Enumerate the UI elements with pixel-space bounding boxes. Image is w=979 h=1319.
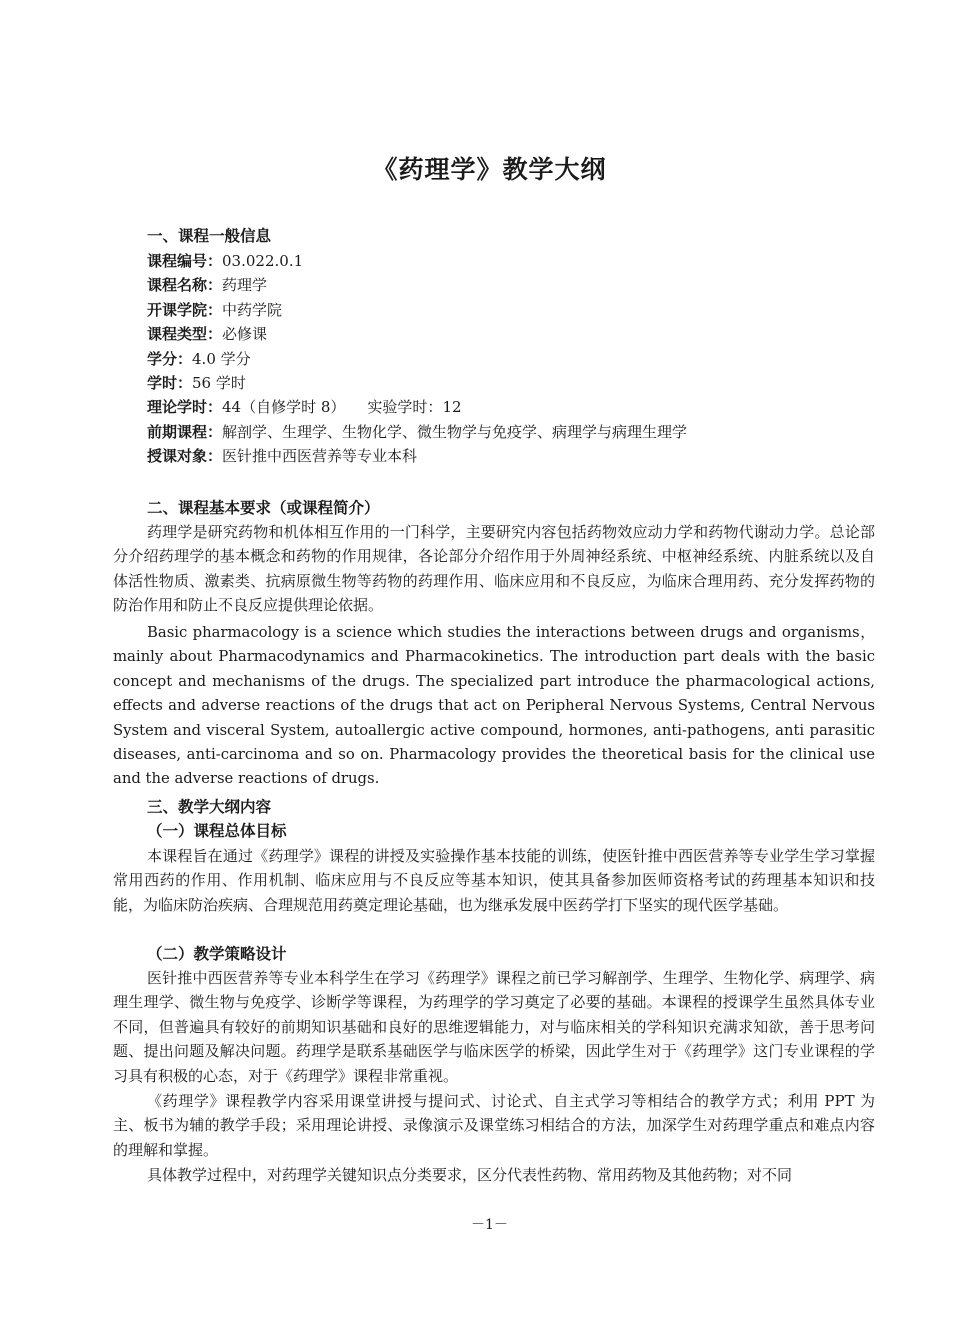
info-value: 4.0 学分 — [192, 349, 251, 368]
info-row-name — [147, 273, 687, 297]
info-key: 前期课程： — [147, 422, 223, 441]
info-key: 实验学时： — [367, 398, 443, 417]
course-info-block — [147, 249, 687, 469]
info-key: 理论学时： — [147, 398, 223, 417]
info-value: 医针推中西医营养等专业本科 — [222, 447, 418, 466]
info-key: 学时： — [147, 374, 193, 393]
info-key: 开课学院： — [147, 300, 223, 319]
intro-paragraph-english: Basic pharmacology is a science which studies the interactions between drugs and organisms，mainly about Pharmacodynamics and Pharmacokinetics. The introduction part deals with the basic concept and mechanisms of the drugs. The specialized part introduce the pharmacological actions, effects and adverse reactions of the drugs that act on Peripheral Nervous Systems, Central Nervous System and visceral System, autoallergic active compound, hormones, anti-pathogens, anti parasitic diseases, anti-carcinoma and so on. Pharmacology provides the theoretical basis for the clinical use and the adverse reactions of drugs. — [113, 624, 875, 788]
goal-paragraph: 本课程旨在通过《药理学》课程的讲授及实验操作基本技能的训练，使医针推中西医营养等专业学生学习掌握常用西药的作用、作用机制、临床应用与不良反应等基本知识，使其具备参加医师资格考试的药理基本知识和技能，为临床防治疾病、合理规范用药奠定理论基础，也为继承发展中医药学打下坚实的现代医学基础。 — [113, 847, 875, 914]
document-title: 《药理学》教学大纲 — [372, 155, 607, 184]
subsection-heading-goal: （一）课程总体目标 — [147, 822, 287, 840]
info-row-prereq — [147, 420, 687, 444]
info-row-target — [147, 444, 687, 468]
info-row-credit — [147, 347, 687, 371]
strategy-paragraph-2: 《药理学》课程教学内容采用课堂讲授与提问式、讨论式、自主式学习等相结合的教学方式；利用 PPT 为主、板书为辅的教学手段；采用理论讲授、录像演示及课堂练习相结合的方法，加深学生对药理学重点和难点内容的理解和掌握。 — [113, 1092, 875, 1159]
subsection-heading-strategy: （二）教学策略设计 — [147, 945, 287, 963]
info-key: 学分： — [147, 349, 193, 368]
section-heading-requirements: 二、课程基本要求（或课程简介） — [147, 499, 380, 517]
intro-paragraph-chinese: 药理学是研究药物和机体相互作用的一门科学，主要研究内容包括药物效应动力学和药物代谢动力学。总论部分介绍药理学的基本概念和药物的作用规律，各论部分介绍作用于外周神经系统、中枢神经系统、内脏系统以及自体活性物质、激素类、抗病原微生物等药物的药理作用、临床应用和不良反应，为临床合理用药、充分发挥药物的防治作用和防止不良反应提供理论依据。 — [113, 523, 875, 615]
page-number: －1－ — [471, 1217, 508, 1233]
info-row-type — [147, 322, 687, 346]
info-value: 44（自修学时 8） — [222, 398, 346, 417]
info-row-theory-lab — [147, 395, 687, 419]
info-value: 中药学院 — [222, 300, 283, 319]
info-row-hours — [147, 371, 687, 395]
info-key: 授课对象： — [147, 447, 223, 466]
section-heading-syllabus: 三、教学大纲内容 — [147, 798, 272, 816]
info-value: 56 学时 — [192, 374, 246, 393]
info-key: 课程名称： — [147, 276, 223, 295]
info-row-school — [147, 298, 687, 322]
strategy-paragraph-3: 具体教学过程中，对药理学关键知识点分类要求，区分代表性药物、常用药物及其他药物；对不同 — [147, 1166, 793, 1184]
info-value: 12 — [442, 398, 462, 417]
info-value: 解剖学、生理学、生物化学、微生物学与免疫学、病理学与病理生理学 — [222, 422, 688, 441]
strategy-paragraph-1: 医针推中西医营养等专业本科学生在学习《药理学》课程之前已学习解剖学、生理学、生物化学、病理学、病理生理学、微生物与免疫学、诊断学等课程，为药理学的学习奠定了必要的基础。本课程的授课学生虽然具体专业不同，但普遍具有较好的前期知识基础和良好的思维逻辑能力，对与临床相关的学科知识充满求知欲，善于思考问题、提出问题及解决问题。药理学是联系基础医学与临床医学的桥梁，因此学生对于《药理学》这门专业课程的学习具有积极的心态，对于《药理学》课程非常重视。 — [113, 969, 875, 1085]
info-row-code — [147, 249, 687, 273]
info-value: 必修课 — [222, 325, 268, 344]
section-heading-general-info: 一、课程一般信息 — [147, 227, 272, 245]
info-value: 药理学 — [222, 276, 268, 295]
info-key: 课程类型： — [147, 325, 223, 344]
info-key: 课程编号： — [147, 252, 223, 270]
info-value: 03.022.0.1 — [222, 252, 304, 270]
